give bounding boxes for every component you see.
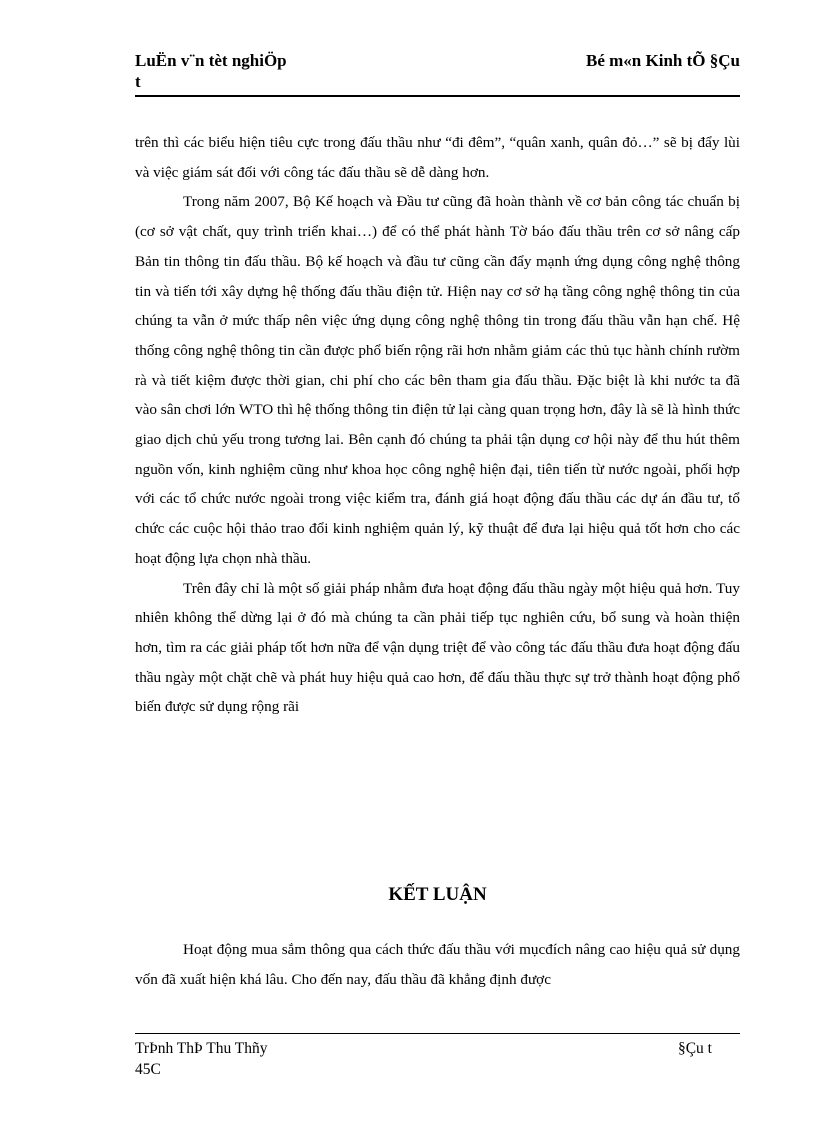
footer-department: §Çu t xyxy=(677,1040,712,1057)
header-title-left xyxy=(135,50,335,92)
conclusion-text xyxy=(135,935,740,994)
paragraph-solutions-summary: Trên đây chỉ là một số giải pháp nhằm đưa hoạt động đấu thầu ngày một hiệu quả hơn. Tuy nhiên không thể dừng lại ở đó mà chúng ta cần phải tiếp tục nghiên cứu, bổ sung và hoàn thiện hơn, tìm ra các giải pháp tốt hơn nữa để vận dụng triệt để vào công tác đấu thầu đưa hoạt động đấu thầu ngày một chặt chẽ và phát huy hiệu quả cao hơn, để đấu thầu thực sự trở thành hoạt động phổ biến được sử dụng rộng rãi xyxy=(135,579,740,716)
footer-author xyxy=(135,1038,268,1080)
footer-left-line2: 45C xyxy=(135,1061,161,1078)
body-text xyxy=(135,128,740,722)
paragraph-continued: trên thì các biểu hiện tiêu cực trong đấu thầu như “đi đêm”, “quân xanh, quân đỏ…” sẽ bị đẩy lùi và việc giám sát đối với công tác đấu thầu sẽ dễ dàng hơn. xyxy=(135,134,740,181)
conclusion-paragraph: Hoạt động mua sắm thông qua cách thức đấu thầu với mụcđích nâng cao hiệu quả sử dụng vốn đã xuất hiện khá lâu. Cho đến nay, đấu thầu đã khẳng định được xyxy=(135,941,740,988)
page-header xyxy=(135,50,740,97)
footer-left-line1: TrÞnh ThÞ Thu Thñy xyxy=(135,1040,268,1057)
header-left-line1: LuËn v¨n tèt nghiÖp xyxy=(135,51,287,70)
header-title-right: Bé m«n Kinh tÕ §Çu xyxy=(586,51,740,70)
paragraph-2007-plan: Trong năm 2007, Bộ Kế hoạch và Đầu tư cũng đã hoàn thành về cơ bản công tác chuẩn bị (cơ sở vật chất, quy trình triển khai…) để có thể phát hành Tờ báo đấu thầu trên cơ sở nâng cấp Bản tin thông tin đấu thầu. Bộ kế hoạch và đầu tư cũng cần đẩy mạnh ứng dụng công nghệ thông tin và tiến tới xây dựng hệ thống đấu thầu điện tử. Hiện nay cơ sở hạ tầng công nghệ thông tin của chúng ta vẫn ở mức thấp nên việc ứng dụng công nghệ thông tin trong đấu thầu vẫn hạn chế. Hệ thống công nghệ thông tin cần được phổ biến rộng rãi hơn nhằm giảm các thủ tục hành chính rườm rà và tiết kiệm được thời gian, chi phí cho các bên tham gia đấu thầu. Đặc biệt là khi nước ta đã vào sân chơi lớn WTO thì hệ thống thông tin điện tử lại càng quan trọng hơn, đây là sẽ là hình thức giao dịch chủ yếu trong tương lai. Bên cạnh đó chúng ta phải tận dụng cơ hội này để thu hút thêm nguồn vốn, kinh nghiệm cũng như khoa học công nghệ hiện đại, tiên tiến từ nước ngoài, phối hợp với các tổ chức nước ngoài trong việc kiểm tra, đánh giá hoạt động đấu thầu các dự án đầu tư, tổ chức các cuộc hội thảo trao đổi kinh nghiệm quản lý, kỹ thuật để đưa lại hiệu quả tốt hơn cho các hoạt động lựa chọn nhà thầu. xyxy=(135,193,740,567)
page-footer xyxy=(135,1033,740,1078)
section-heading-conclusion: KẾT LUẬN xyxy=(388,884,487,905)
header-left-line2: t xyxy=(135,72,141,91)
